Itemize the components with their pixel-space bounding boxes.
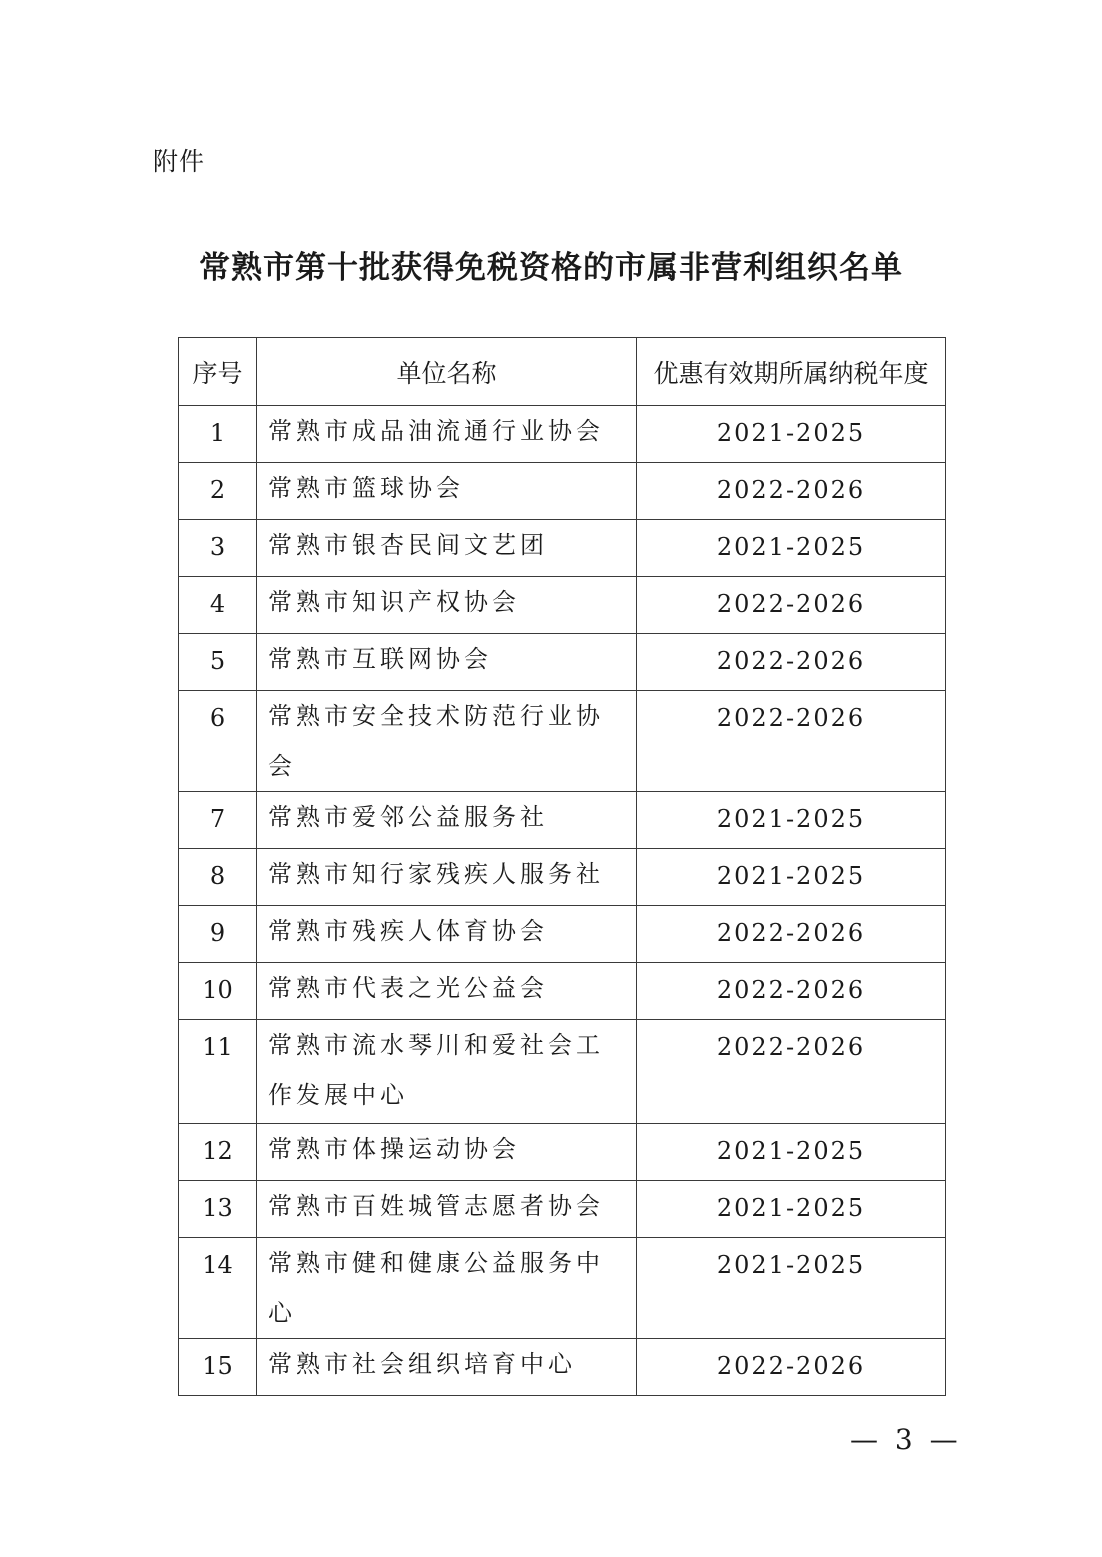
table-row xyxy=(179,577,946,634)
table-row xyxy=(179,906,946,963)
row-tax-years: 2022-2026 xyxy=(637,691,946,792)
row-tax-years: 2021-2025 xyxy=(637,1238,946,1339)
row-unit-name: 常熟市篮球协会 xyxy=(257,463,637,520)
table-row xyxy=(179,1020,946,1124)
row-unit-name: 常熟市体操运动协会 xyxy=(257,1124,637,1181)
table-row xyxy=(179,1181,946,1238)
row-tax-years: 2022-2026 xyxy=(637,634,946,691)
row-unit-name: 常熟市代表之光公益会 xyxy=(257,963,637,1020)
page-number: — 3 — xyxy=(850,1423,962,1456)
row-unit-name: 常熟市健和健康公益服务中心 xyxy=(257,1238,637,1339)
table-row xyxy=(179,691,946,792)
row-number: 6 xyxy=(179,691,257,792)
table-row xyxy=(179,1339,946,1396)
row-tax-years: 2022-2026 xyxy=(637,1020,946,1124)
row-unit-name: 常熟市爱邻公益服务社 xyxy=(257,792,637,849)
table-row xyxy=(179,963,946,1020)
row-tax-years: 2022-2026 xyxy=(637,906,946,963)
row-unit-name: 常熟市百姓城管志愿者协会 xyxy=(257,1181,637,1238)
row-tax-years: 2022-2026 xyxy=(637,963,946,1020)
row-unit-name: 常熟市成品油流通行业协会 xyxy=(257,406,637,463)
row-number: 12 xyxy=(179,1124,257,1181)
organization-table xyxy=(178,337,946,1396)
table-row xyxy=(179,1238,946,1339)
row-number: 14 xyxy=(179,1238,257,1339)
row-tax-years: 2021-2025 xyxy=(637,406,946,463)
attachment-label: 附件 xyxy=(153,147,206,176)
table-row xyxy=(179,792,946,849)
row-number: 13 xyxy=(179,1181,257,1238)
table-row xyxy=(179,634,946,691)
row-number: 10 xyxy=(179,963,257,1020)
row-unit-name: 常熟市残疾人体育协会 xyxy=(257,906,637,963)
row-tax-years: 2022-2026 xyxy=(637,1339,946,1396)
table-header-row xyxy=(179,338,946,406)
row-tax-years: 2022-2026 xyxy=(637,463,946,520)
row-unit-name: 常熟市知识产权协会 xyxy=(257,577,637,634)
row-number: 11 xyxy=(179,1020,257,1124)
row-unit-name: 常熟市安全技术防范行业协会 xyxy=(257,691,637,792)
row-unit-name: 常熟市社会组织培育中心 xyxy=(257,1339,637,1396)
row-unit-name: 常熟市知行家残疾人服务社 xyxy=(257,849,637,906)
row-unit-name: 常熟市互联网协会 xyxy=(257,634,637,691)
row-number: 9 xyxy=(179,906,257,963)
row-tax-years: 2022-2026 xyxy=(637,577,946,634)
header-serial-number: 序号 xyxy=(179,338,257,406)
table-row xyxy=(179,849,946,906)
table-row xyxy=(179,406,946,463)
document-title: 常熟市第十批获得免税资格的市属非营利组织名单 xyxy=(199,250,903,286)
header-tax-years: 优惠有效期所属纳税年度 xyxy=(637,338,946,406)
row-tax-years: 2021-2025 xyxy=(637,849,946,906)
row-tax-years: 2021-2025 xyxy=(637,520,946,577)
row-tax-years: 2021-2025 xyxy=(637,1181,946,1238)
header-unit-name: 单位名称 xyxy=(257,338,637,406)
row-number: 8 xyxy=(179,849,257,906)
row-tax-years: 2021-2025 xyxy=(637,792,946,849)
row-number: 4 xyxy=(179,577,257,634)
row-number: 3 xyxy=(179,520,257,577)
row-tax-years: 2021-2025 xyxy=(637,1124,946,1181)
row-number: 15 xyxy=(179,1339,257,1396)
row-number: 5 xyxy=(179,634,257,691)
row-unit-name: 常熟市流水琴川和爱社会工作发展中心 xyxy=(257,1020,637,1124)
row-unit-name: 常熟市银杏民间文艺团 xyxy=(257,520,637,577)
row-number: 7 xyxy=(179,792,257,849)
row-number: 2 xyxy=(179,463,257,520)
table-row xyxy=(179,463,946,520)
table-row xyxy=(179,520,946,577)
table-row xyxy=(179,1124,946,1181)
row-number: 1 xyxy=(179,406,257,463)
